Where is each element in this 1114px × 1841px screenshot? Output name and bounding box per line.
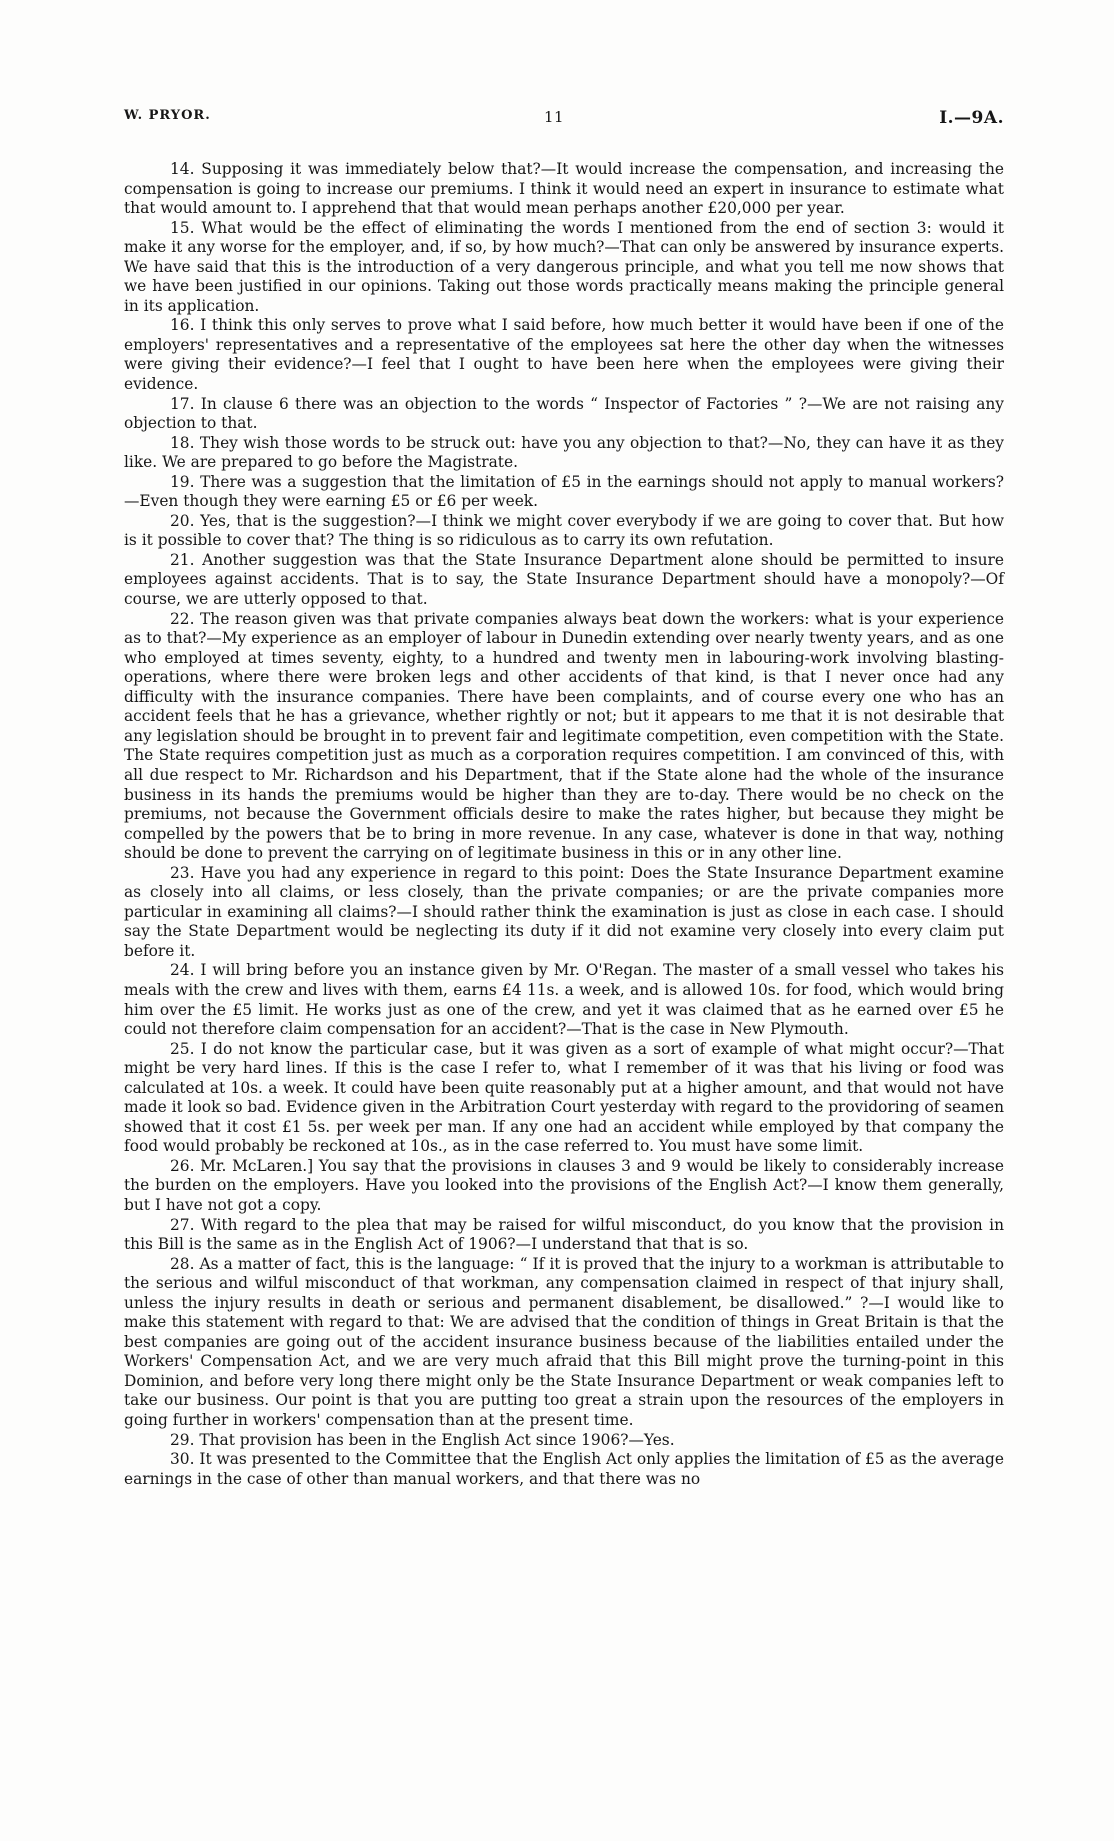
paragraph-23: 23. Have you had any experience in regard to this point: Does the State Insurance Department examine as closely into all claims, or less closely, than the private companies; or are the private companies more particular in examining all claims?—I should rather think the examination is just as close in each case. I should say the State Department would be neglecting its duty if it did not examine very closely into every claim put before it. [124,863,1004,960]
paragraph-26: 26. Mr. McLaren.] You say that the provisions in clauses 3 and 9 would be likely to considerably increase the burden on the employers. Have you looked into the provisions of the English Act?—I know them generally, but I have not got a copy. [124,1156,1004,1214]
paragraph-30: 30. It was presented to the Committee that the English Act only applies the limitation of £5 as the average earnings in the case of other than manual workers, and that there was no [124,1450,1004,1488]
paragraph-15: 15. What would be the effect of eliminating the words I mentioned from the end of section 3: would it make it any worse for the employer, and, if so, by how much?—That can only be answered by insurance experts. We have said that this is the introduction of a very dangerous principle, and what you tell me now shows that we have been justified in our opinions. Taking out those words practically means making the principle general in its application. [124,218,1004,315]
witness-name: W. PRYOR. [124,108,211,123]
evidence-text [124,160,1004,1489]
paragraph-14: 14. Supposing it was immediately below that?—It would increase the compensation, and increasing the compensation is going to increase our premiums. I think it would need an expert in insurance to estimate what that would amount to. I apprehend that that would mean perhaps another £20,000 per year. [124,160,1004,218]
paragraph-22: 22. The reason given was that private companies always beat down the workers: what is your experience as to that?—My experience as an employer of labour in Dunedin extending over nearly twenty years, and as one who employed at times seventy, eighty, to a hundred and twenty men in labouring-work involving blasting-operations, where there were broken legs and other accidents of that kind, is that I never once had any difficulty with the insurance companies. There have been complaints, and of course every one who has an accident feels that he has a grievance, whether rightly or not; but it appears to me that it is not desirable that any legislation should be brought in to prevent fair and legitimate competition, even competition with the State. The State requires competition just as much as a corporation requires competition. I am convinced of this, with all due respect to Mr. Richardson and his Department, that if the State alone had the whole of the insurance business in its hands the premiums would be higher than they are to-day. There would be no check on the premiums, not because the Government officials desire to make the rates higher, but because they might be compelled by the powers that be to bring in more revenue. In any case, whatever is done in that way, nothing should be done to prevent the carrying on of legitimate business in this or in any other line. [124,609,1004,863]
paper-reference: I.—9A. [939,108,1004,128]
page-number: 11 [544,108,565,126]
paragraph-20: 20. Yes, that is the suggestion?—I think we might cover everybody if we are going to cover that. But how is it possible to cover that? The thing is so ridiculous as to carry its own refutation. [124,511,1004,550]
paragraph-29: 29. That provision has been in the English Act since 1906?—Yes. [170,1430,675,1449]
paragraph-19: 19. There was a suggestion that the limitation of £5 in the earnings should not apply to manual workers?—Even though they were earning £5 or £6 per week. [124,472,1004,511]
paragraph-24: 24. I will bring before you an instance given by Mr. O'Regan. The master of a small vessel who takes his meals with the crew and lives with them, earns £4 11s. a week, and is allowed 10s. for food, which would bring him over the £5 limit. He works just as one of the crew, and yet it was claimed that as he earned over £5 he could not therefore claim compensation for an accident?—That is the case in New Plymouth. [124,961,1004,1039]
paragraph-18: 18. They wish those words to be struck out: have you any objection to that?—No, they can have it as they like. We are prepared to go before the Magistrate. [124,433,1004,472]
paragraph-27: 27. With regard to the plea that may be raised for wilful misconduct, do you know that the provision in this Bill is the same as in the English Act of 1906?—I understand that that is so. [124,1215,1004,1254]
paragraph-16: 16. I think this only serves to prove what I said before, how much better it would have been if one of the employers' representatives and a representative of the employees sat here the other day when the witnesses were giving their evidence?—I feel that I ought to have been here when the employees were giving their evidence. [124,316,1004,394]
paragraph-25: 25. I do not know the particular case, but it was given as a sort of example of what might occur?—That might be very hard lines. If this is the case I refer to, what I remember of it was that his living or food was calculated at 10s. a week. It could have been quite reasonably put at a higher amount, and that would not have made it look so bad. Evidence given in the Arbitration Court yesterday with regard to the providoring of seamen showed that it cost £1 5s. per week per man. If any one had an accident while employed by that company the food would probably be reckoned at 10s., as in the case referred to. You must have some limit. [124,1039,1004,1156]
paragraph-21: 21. Another suggestion was that the State Insurance Department alone should be permitted to insure employees against accidents. That is to say, the State Insurance Department should have a monopoly?—Of course, we are utterly opposed to that. [124,550,1004,609]
page-header [124,108,1004,130]
paragraph-17: 17. In clause 6 there was an objection to the words “ Inspector of Factories ” ?—We are not raising any objection to that. [124,394,1004,433]
paragraph-28: 28. As a matter of fact, this is the language: “ If it is proved that the injury to a workman is attributable to the serious and wilful misconduct of that workman, any compensation claimed in respect of that injury shall, unless the injury results in death or serious and permanent disablement, be disallowed.” ?—I would like to make this statement with regard to that: We are advised that the condition of things in Great Britain is that the best companies are going out of the accident insurance business because of the liabilities entailed under the Workers' Compensation Act, and we are very much afraid that this Bill might prove the turning-point in this Dominion, and before very long there might only be the State Insurance Department or weak companies left to take our business. Our point is that you are putting too great a strain upon the resources of the employers in going further in workers' compensation than at the present time. [124,1254,1004,1429]
